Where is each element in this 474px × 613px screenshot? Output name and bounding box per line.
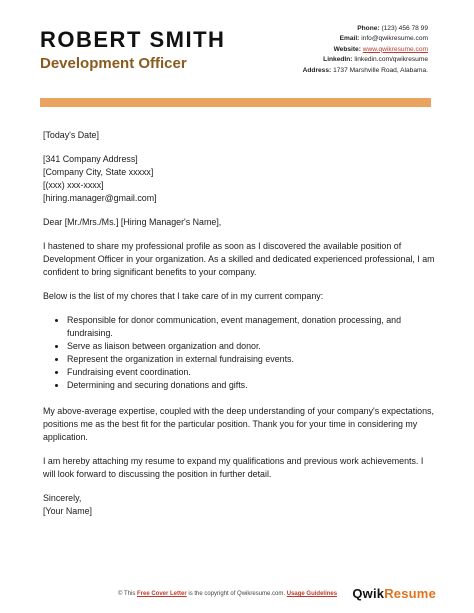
- footer-prefix: © This: [118, 591, 136, 597]
- website-line: [303, 45, 428, 55]
- linkedin-label: LinkedIn:: [323, 56, 353, 64]
- phone-line: [303, 24, 428, 34]
- list-item: • Fundraising event coordination.: [67, 366, 438, 379]
- linkedin-value: linkedin.com/qwikresume: [354, 56, 428, 64]
- accent-divider: [40, 98, 431, 107]
- salutation: Dear [Mr./Mrs./Ms.] [Hiring Manager's Name],: [43, 217, 222, 227]
- job-title: Development Officer: [40, 55, 187, 72]
- recipient-line: [341 Company Address]: [43, 154, 138, 164]
- footer-copyright: [118, 591, 337, 597]
- phone-value: (123) 456 78 99: [381, 25, 428, 32]
- list-item: • Responsible for donor communication, event management, donation processing, and fundraising.: [67, 314, 438, 340]
- list-item: • Represent the organization in external fundraising events.: [67, 353, 438, 366]
- phone-label: Phone:: [357, 25, 380, 32]
- recipient-line: [hiring.manager@gmail.com]: [43, 193, 157, 203]
- paragraph-intro: I hastened to share my professional profile as soon as I discovered the available position of Development Officer in your organization. As a skilled and dedicated experienced professional, I am confident to bring significant benefits to your company.: [43, 241, 435, 277]
- candidate-name: ROBERT SMITH: [40, 27, 226, 52]
- address-label: Address:: [302, 66, 332, 74]
- duties-list: [43, 314, 438, 392]
- recipient-address: [43, 153, 438, 205]
- qwikresume-logo: [352, 586, 436, 601]
- paragraph-closing: I am hereby attaching my resume to expand my qualifications and previous work achievements. I will look forward to discussing the position in further detail.: [43, 456, 424, 479]
- email-value: info@qwikresume.com: [361, 35, 428, 43]
- usage-guidelines-link[interactable]: Usage Guidelines: [286, 591, 338, 597]
- paragraph-list-intro: Below is the list of my chores that I take care of in my current company:: [43, 291, 324, 301]
- sign-off: [43, 492, 438, 518]
- contact-block: [303, 24, 428, 76]
- email-label: Email:: [339, 35, 360, 43]
- closing-word: Sincerely,: [43, 493, 82, 503]
- list-item: • Serve as liaison between organization and donor.: [67, 340, 438, 353]
- address-value: 1737 Marshville Road, Alabama.: [333, 66, 428, 74]
- paragraph-expertise: My above-average expertise, coupled with the deep understanding of your company's expectations, positions me as the best fit for the particular position. Thank you for your time in considering my application.: [43, 406, 434, 442]
- recipient-line: [Company City, State xxxxx]: [43, 167, 154, 177]
- signature-name: [Your Name]: [43, 506, 93, 516]
- list-item: • Determining and securing donations and gifts.: [67, 379, 438, 392]
- free-cover-letter-link[interactable]: Free Cover Letter: [137, 591, 187, 597]
- website-label: Website:: [333, 45, 361, 53]
- website-link[interactable]: www.qwikresume.com: [362, 45, 428, 53]
- recipient-line: [(xxx) xxx-xxxx]: [43, 180, 104, 190]
- letter-body: [43, 129, 438, 529]
- logo-part-qwik: Qwik: [352, 586, 385, 601]
- logo-part-resume: Resume: [384, 586, 436, 601]
- email-line: [303, 34, 428, 44]
- footer-middle: is the copyright of Qwikresume.com.: [188, 591, 286, 597]
- address-line: [303, 66, 428, 76]
- linkedin-line: [303, 55, 428, 65]
- letter-date: [Today's Date]: [43, 130, 99, 140]
